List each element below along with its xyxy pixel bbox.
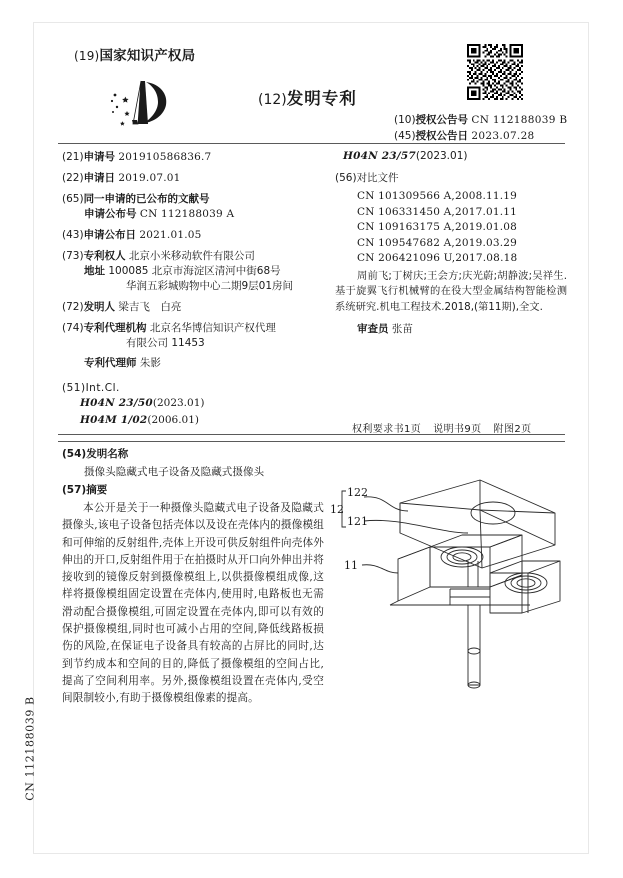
application-number-label: 申请号 xyxy=(83,151,116,163)
header-classification xyxy=(343,150,467,162)
figure-label-121: 121 xyxy=(347,515,368,528)
prior-publication-sub-value: CN 112188039 A xyxy=(139,208,235,220)
abstract-head xyxy=(62,483,324,498)
cnipa-emblem-icon xyxy=(108,78,180,128)
page-counts xyxy=(352,420,544,435)
int-cl-version: (2023.01) xyxy=(152,397,205,409)
prior-publication-label: 同一申请的已公布的文献号 xyxy=(83,193,210,205)
patentee-address-line-1 xyxy=(62,264,320,279)
reference-entry: CN 206421096 U,2017.08.18 xyxy=(357,252,518,264)
header-class-version: (2023.01) xyxy=(415,150,468,162)
prior-publication-field xyxy=(62,192,320,222)
agent-label: 专利代理师 xyxy=(84,357,137,369)
int-cl-code: H04M 1/02 xyxy=(80,414,148,426)
int-cl-field xyxy=(62,381,320,428)
kind-number: (12) xyxy=(258,92,287,108)
reference-literature-text: 周前飞;丁树庆;王会方;庆光蔚;胡静波;吴祥生.基于旋翼飞行机械臂的在役大型金属结构智能检测系统研究.机电工程技术.2018,(第11期),全文. xyxy=(335,269,567,313)
publication-identifiers xyxy=(394,113,567,144)
grant-date-value: 2023.07.28 xyxy=(471,129,535,142)
patentee-address-line-2 xyxy=(62,279,320,294)
application-number-field xyxy=(62,150,320,165)
inventors-tag: (72) xyxy=(62,301,84,313)
header-class-code: H04N 23/57 xyxy=(343,150,416,162)
grant-number-tag: (10) xyxy=(394,114,416,126)
address-label: 地址 xyxy=(84,265,105,277)
agency-value: 北京名华博信知识产权代理 xyxy=(149,322,276,334)
grant-date-label: 授权公告日 xyxy=(415,129,469,142)
examiner-field xyxy=(335,322,567,337)
figure-label-12: 12 xyxy=(330,503,344,516)
publication-date-field xyxy=(62,228,320,243)
reference-entry: CN 101309566 A,2008.11.19 xyxy=(357,190,518,202)
inventors-field xyxy=(62,300,320,315)
office-number: (19) xyxy=(74,49,100,63)
prior-publication-head xyxy=(62,192,320,207)
grant-number-line xyxy=(394,113,567,129)
qr-code-icon xyxy=(467,44,523,100)
issuing-office xyxy=(74,44,195,64)
patentee-field xyxy=(62,249,320,294)
reference-entry: CN 109547682 A,2019.03.29 xyxy=(357,236,518,249)
agency-field xyxy=(62,321,320,371)
patent-drawing xyxy=(330,455,575,715)
references-head xyxy=(335,171,567,186)
agent-line xyxy=(62,356,320,371)
int-cl-code: H04N 23/50 xyxy=(80,397,153,409)
grant-date-line xyxy=(394,129,567,145)
patentee-tag: (73) xyxy=(62,250,84,262)
publication-date-value: 2021.01.05 xyxy=(139,229,202,241)
patentee-label: 专利权人 xyxy=(83,250,126,262)
agency-value-2: 有限公司 11453 xyxy=(126,337,205,349)
prior-publication-sub xyxy=(62,207,320,222)
abstract-label: 摘要 xyxy=(86,484,108,496)
document-kind xyxy=(258,85,357,109)
section-divider-bottom xyxy=(58,441,565,442)
agent-value: 朱影 xyxy=(139,357,161,369)
inventors-label: 发明人 xyxy=(83,301,116,313)
title-head xyxy=(62,447,324,462)
patentee-value: 北京小米移动软件有限公司 xyxy=(128,250,255,262)
int-cl-tag: (51) xyxy=(62,382,86,394)
publication-date-label: 申请公布日 xyxy=(83,229,137,241)
prior-publication-sub-label: 申请公布号 xyxy=(84,208,137,220)
int-cl-entry xyxy=(62,396,320,411)
claims-pages: 权利要求书1页 xyxy=(352,424,422,435)
examiner-label: 审查员 xyxy=(357,323,389,335)
figure-label-122: 122 xyxy=(347,486,368,499)
application-date-value: 2019.07.01 xyxy=(118,172,181,184)
header-divider xyxy=(58,143,565,144)
application-number-tag: (21) xyxy=(62,151,84,163)
abstract-tag: (57) xyxy=(62,484,87,496)
title-tag: (54) xyxy=(62,448,87,460)
prior-publication-tag: (65) xyxy=(62,193,84,205)
invention-block xyxy=(62,447,324,708)
reference-entry: CN 109163175 A,2019.01.08 xyxy=(357,221,518,233)
kind-name: 发明专利 xyxy=(286,89,357,108)
drawings-pages: 附图2页 xyxy=(493,424,532,435)
inventors-value: 梁吉飞 白亮 xyxy=(118,301,182,313)
abstract-body xyxy=(62,500,324,708)
agency-line-2 xyxy=(62,336,320,351)
abstract-text: 本公开是关于一种摄像头隐藏式电子设备及隐藏式摄像头,该电子设备包括壳体以及设在壳体内的摄像模组和可伸缩的反射组件,壳体上开设可供反射组件向壳体外伸出的开口,反射组件用于在拍摄时从开口向外伸出并将接收到的镜像反射到摄像模组上,以供摄像模组成像,这样将摄像模组固定设置在壳体内,使用时,电路板也无需滑动配合摄像模组,可固定设置在壳体内,即可以有效的保护摄像模组,同时也可减小占用的空间,降低线路板损伤的风险,在保证电子设备具有较高的占屏比的同时,达到节约成本和空间的目的,降低了摄像模组的空间占比,提高了空间利用率。另外,摄像模组设置在壳体内,受空间限制较小,有助于摄像模组像素的提高。 xyxy=(62,502,324,705)
office-name: 国家知识产权局 xyxy=(99,48,196,64)
int-cl-head xyxy=(62,381,320,396)
reference-literature xyxy=(335,269,567,316)
references-tag: (56) xyxy=(335,172,357,184)
invention-title: 摄像头隐藏式电子设备及隐藏式摄像头 xyxy=(84,466,265,478)
grant-number-label: 授权公告号 xyxy=(415,114,469,126)
int-cl-label: Int.Cl. xyxy=(85,382,120,394)
address-value-2: 华润五彩城购物中心二期9层01房间 xyxy=(126,280,294,292)
int-cl-version: (2006.01) xyxy=(147,414,199,426)
examiner-value: 张苗 xyxy=(391,323,413,335)
patentee-head xyxy=(62,249,320,264)
application-number-value: 201910586836.7 xyxy=(118,151,212,163)
agency-tag: (74) xyxy=(62,322,84,334)
grant-number-value: CN 112188039 B xyxy=(471,114,568,126)
figure-label-11: 11 xyxy=(344,559,358,572)
references-label: 对比文件 xyxy=(356,172,399,184)
description-pages: 说明书9页 xyxy=(433,424,482,435)
bibliographic-right-column xyxy=(335,171,567,337)
title-label: 发明名称 xyxy=(86,448,129,460)
grant-date-tag: (45) xyxy=(394,129,416,142)
application-date-tag: (22) xyxy=(62,172,84,184)
agency-head xyxy=(62,321,320,336)
application-date-field xyxy=(62,171,320,186)
int-cl-entry xyxy=(62,413,320,428)
side-publication-code: CN 112188039 B xyxy=(23,696,37,801)
publication-date-tag: (43) xyxy=(62,229,84,241)
reference-entry: CN 106331450 A,2017.01.11 xyxy=(357,205,518,218)
application-date-label: 申请日 xyxy=(83,172,116,184)
bibliographic-left-column xyxy=(62,150,320,434)
page-border xyxy=(33,22,589,854)
agency-label: 专利代理机构 xyxy=(83,322,147,334)
address-value-1: 100085 北京市海淀区清河中街68号 xyxy=(108,265,281,277)
